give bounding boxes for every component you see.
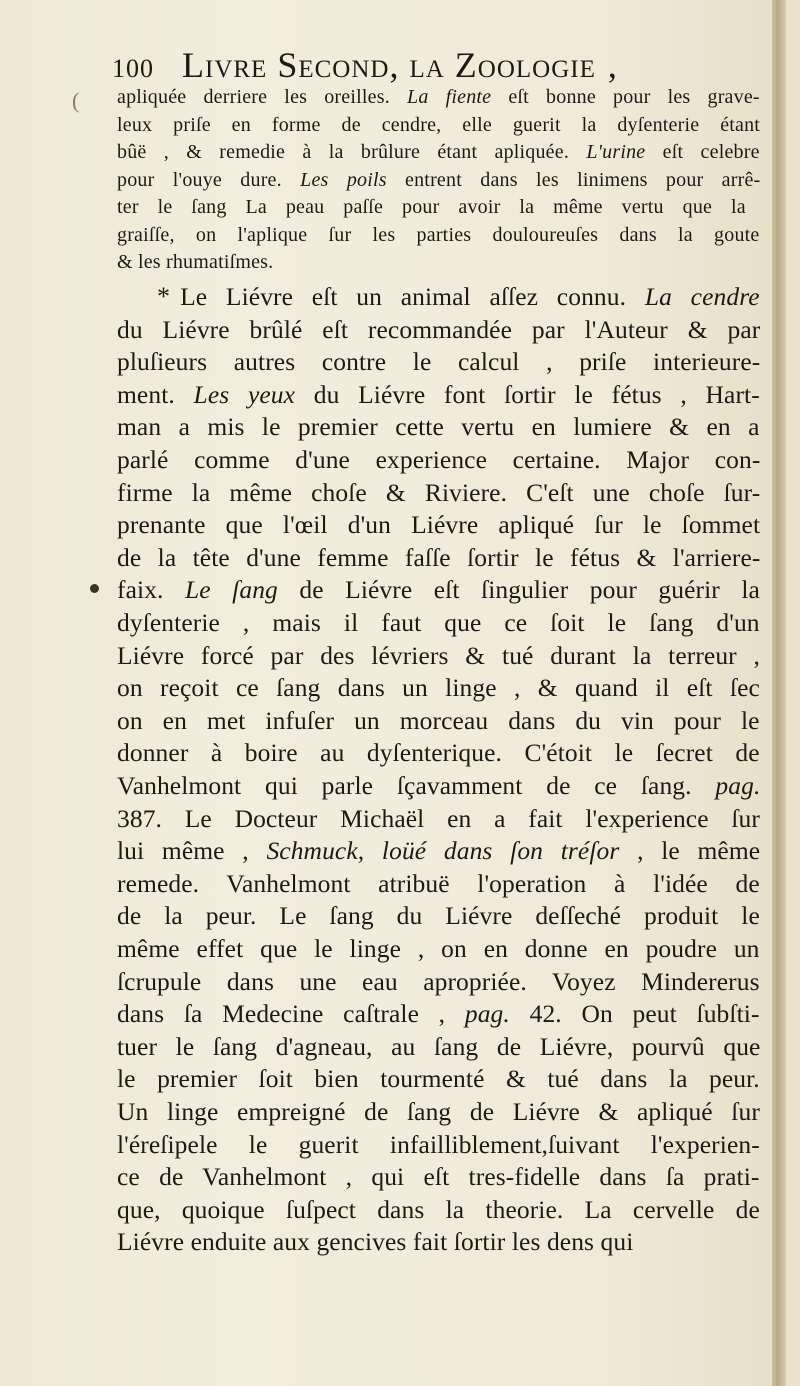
- text-run: dyſenterie , mais il faut que ce ſoit le ſang d'un: [117, 608, 760, 637]
- text-run: le premier ſoit bien tourmenté & tué dans la peur.: [117, 1064, 760, 1094]
- italic-text: Schmuck, loüé dans ſon tréſor: [266, 836, 620, 866]
- text-run: Vanhelmont qui parle ſçavamment de ce ſang.: [117, 771, 716, 800]
- text-run: on reçoit ce ſang dans un linge , & quand il eſt ſec: [117, 673, 760, 703]
- text-run: ſcrupule dans une eau apropriée. Voyez Mindererus: [117, 966, 760, 996]
- main-text-line: [117, 804, 760, 834]
- text-run: Le Liévre eſt un animal aſſez connu.: [180, 282, 645, 311]
- small-text-line: [117, 114, 760, 137]
- text-run: dans ſa Medecine caſtrale ,: [117, 999, 465, 1029]
- main-text-line: [117, 347, 760, 377]
- main-text-line: [117, 1032, 760, 1062]
- text-run: du Liévre brûlé eſt recommandée par l'Auteur & par: [117, 314, 761, 344]
- text-run: ment.: [117, 379, 194, 409]
- text-run: même effet que le linge , on en donne en poudre un: [117, 934, 760, 963]
- main-text-line: [117, 380, 760, 410]
- main-text-line: [117, 575, 760, 605]
- italic-text: Les yeux: [193, 379, 296, 409]
- main-text-line: [117, 1162, 760, 1192]
- main-text-line: [157, 282, 760, 312]
- text-run: Liévre enduite aux gencives fait ſortir les dens qui: [117, 1227, 634, 1257]
- text-run: lui même ,: [117, 836, 267, 866]
- main-text-line: [117, 1064, 760, 1094]
- text-run: on en met infuſer un morceau dans du vin pour le: [117, 705, 760, 735]
- text-run: prenante que l'œil d'un Liévre apliqué ſur le ſommet: [117, 510, 761, 540]
- main-text-line: [117, 771, 760, 801]
- text-run: donner à boire au dyſenterique. C'étoit le ſecret de: [117, 738, 760, 768]
- text-run: du Liévre font ſortir le fétus , Hart-: [295, 379, 760, 409]
- text-run: bûë , & remedie à la brûlure étant apliquée.: [117, 141, 587, 163]
- italic-text: La fiente: [407, 86, 492, 108]
- main-text-line: [117, 999, 760, 1029]
- main-text-line: [117, 673, 760, 703]
- text-run: l'éreſipele le guerit infailliblement,ſuivant l'experien-: [117, 1129, 760, 1159]
- main-text-line: [117, 478, 760, 508]
- text-run: 42. On peut ſubſti-: [509, 999, 760, 1029]
- italic-text: pag.: [715, 771, 761, 800]
- italic-text: Les poils: [300, 168, 387, 191]
- page-edge: [772, 0, 786, 1386]
- small-text-line: [117, 86, 760, 109]
- main-text-line: [117, 738, 760, 768]
- running-header: [112, 44, 752, 90]
- main-text-line: [117, 1097, 760, 1127]
- text-run: eſt celebre: [645, 141, 760, 163]
- main-text-line: [117, 1130, 760, 1160]
- main-text-line: [117, 543, 760, 573]
- italic-text: pag.: [464, 999, 510, 1029]
- text-run: Liévre forcé par des lévriers & tué durant la terreur ,: [117, 640, 761, 670]
- main-text-line: [117, 869, 760, 899]
- page-number: 100: [112, 54, 154, 83]
- text-run: pluſieurs autres contre le calcul , priſe interieure-: [117, 347, 761, 377]
- asterisk-mark: *: [157, 282, 171, 311]
- small-text-line: [117, 141, 760, 164]
- small-text-line: [117, 251, 273, 274]
- text-run: apliquée derriere les oreilles.: [117, 86, 407, 108]
- text-run: eſt bonne pour les grave-: [491, 86, 760, 108]
- text-run: & les rhumatiſmes.: [117, 251, 274, 273]
- header-punctuation: ,: [607, 45, 618, 85]
- text-run: remede. Vanhelmont atribuë l'operation à l'idée de: [117, 868, 760, 898]
- main-text-line: [117, 1195, 760, 1225]
- text-run: de la peur. Le ſang du Liévre deſſeché produit le: [117, 901, 760, 931]
- main-text-line: [117, 608, 760, 638]
- text-run: firme la même choſe & Riviere. C'eſt une choſe ſur-: [117, 477, 761, 507]
- text-run: , le même: [619, 836, 761, 866]
- main-text-line: [117, 901, 760, 931]
- text-run: parlé comme d'une experience certaine. Major con-: [117, 445, 761, 474]
- main-text-line: [117, 934, 760, 964]
- text-run: entrent dans les linimens pour arrê-: [386, 168, 761, 191]
- text-run: 387. Le Docteur Michaël en a fait l'experience ſur: [117, 803, 760, 833]
- main-text-line: [117, 412, 760, 442]
- text-run: faix.: [117, 575, 185, 605]
- margin-dot: [90, 584, 99, 593]
- text-run: que, quoique ſuſpect dans la theorie. La cervelle de: [117, 1194, 760, 1224]
- text-run: pour l'ouye dure.: [117, 168, 301, 191]
- text-run: Un linge empreigné de ſang de Liévre & apliqué ſur: [117, 1097, 760, 1126]
- text-run: de Liévre eſt ſingulier pour guérir la: [277, 575, 760, 605]
- main-text-line: [117, 315, 760, 345]
- main-text-line: [117, 1227, 633, 1257]
- italic-text: Le ſang: [185, 575, 278, 605]
- main-text-line: [117, 706, 760, 736]
- main-text-line: [117, 641, 760, 671]
- margin-mark: (: [72, 88, 80, 113]
- main-text-line: [117, 445, 760, 475]
- text-run: ce de Vanhelmont , qui eſt tres-fidelle dans ſa prati-: [117, 1162, 760, 1192]
- main-text-line: [117, 510, 760, 540]
- small-text-line: [117, 224, 760, 247]
- italic-text: La cendre: [644, 282, 760, 311]
- text-run: graiſſe, on l'aplique ſur les parties douloureuſes dans la goute: [117, 223, 760, 246]
- italic-text: L'urine: [586, 141, 646, 163]
- main-text-line: [117, 967, 760, 997]
- text-run: ter le ſang La peau paſſe pour avoir la même vertu que la: [117, 196, 746, 218]
- text-run: man a mis le premier cette vertu en lumiere & en a: [117, 412, 760, 442]
- small-text-line: [117, 196, 746, 219]
- small-text-line: [117, 169, 760, 192]
- text-run: de la tête d'une femme faſſe ſortir le fétus & l'arriere-: [117, 542, 761, 572]
- running-title: Livre Second, la Zoologie: [182, 45, 596, 85]
- main-text-line: [117, 836, 760, 866]
- text-run: tuer le ſang d'agneau, au ſang de Liévre, pourvû que: [117, 1031, 761, 1061]
- text-run: leux priſe en forme de cendre, elle guerit la dyſenterie étant: [117, 113, 761, 136]
